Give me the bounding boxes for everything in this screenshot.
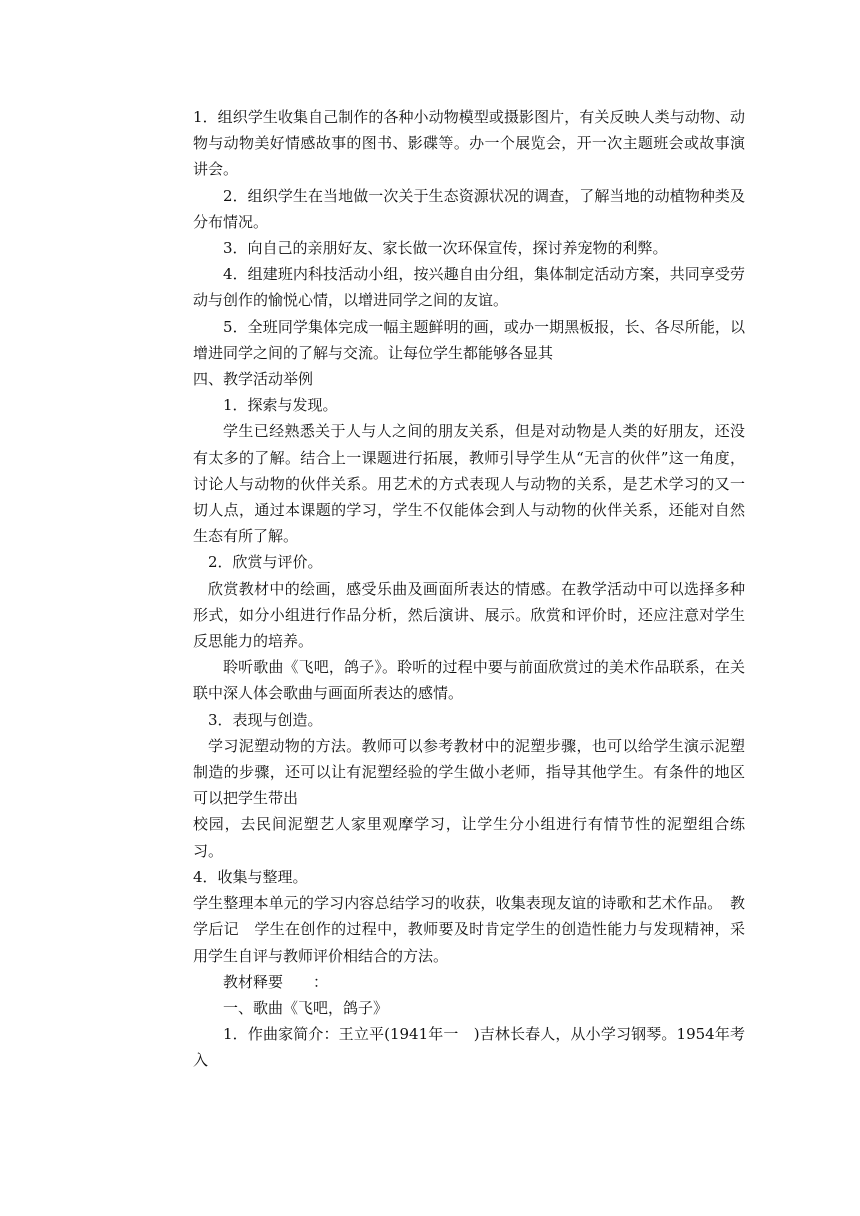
subheading: 3．表现与创造。: [208, 710, 323, 729]
subheading: 1．探索与发现。: [223, 396, 338, 415]
paragraph: 4．组建班内科技活动小组，按兴趣自由分组，集体制定活动方案，共同享受劳动与创作的愉悦心情，以增进同学之间的友谊。: [193, 265, 745, 310]
paragraph: 2．组织学生在当地做一次关于生态资源状况的调查，了解当地的动植物种类及分布情况。: [193, 186, 745, 231]
paragraph: 学习泥塑动物的方法。教师可以参考教材中的泥塑步骤，也可以给学生演示泥塑制造的步骤，还可以让有泥塑经验的学生做小老师，指导其他学生。有条件的地区可以把学生带出: [193, 736, 745, 808]
paragraph: 1．作曲家简介：王立平(1941年一 )吉林长春人，从小学习钢琴。1954年考入: [193, 1025, 745, 1070]
paragraph: 学生已经熟悉关于人与人之间的朋友关系，但是对动物是人类的好朋友，还没有太多的了解。结合上一课题进行拓展，教师引导学生从“无言的伙伴”这一角度，讨论人与动物的伙伴关系。用艺术的方式表现人与动物的关系，是艺术学习的又一切人点，通过本课题的学习，学生不仅能体会到人与动物的伙伴关系，还能对自然生态有所了解。: [193, 422, 745, 546]
section-heading: 四、教学活动举例: [193, 370, 314, 389]
paragraph: 欣赏教材中的绘画，感受乐曲及画面所表达的情感。在教学活动中可以选择多种形式，如分小组进行作品分析，然后演讲、展示。欣赏和评价时，还应注意对学生反思能力的培养。: [193, 579, 745, 651]
section-heading: 一、歌曲《飞吧，鸽子》: [223, 998, 389, 1017]
paragraph: 教材释要 ：: [223, 972, 329, 991]
paragraph: 聆听歌曲《飞吧，鸽子》。聆听的过程中要与前面欣赏过的美术作品联系，在关联中深人体会歌曲与画面所表达的感情。: [193, 658, 745, 703]
paragraph: 学生整理本单元的学习内容总结学习的收获，收集表现友谊的诗歌和艺术作品。 教学后记 学生在创作的过程中，教师要及时肯定学生的创造性能力与发现精神，采用学生自评与教师评价相结合的方法。: [193, 894, 745, 965]
paragraph: 1．组织学生收集自己制作的各种小动物模型或摄影图片，有关反映人类与动物、动物与动物美好情感故事的图书、影碟等。办一个展览会，开一次主题班会或故事演讲会。: [193, 108, 745, 179]
subheading: 4．收集与整理。: [193, 867, 308, 886]
body-text: [193, 104, 745, 1074]
paragraph: 5．全班同学集体完成一幅主题鲜明的画，或办一期黑板报，长、各尽所能，以增进同学之间的了解与交流。让每位学生都能够各显其: [193, 317, 745, 362]
subheading: 2．欣赏与评价。: [208, 553, 323, 572]
paragraph: 校园，去民间泥塑艺人家里观摩学习，让学生分小组进行有情节性的泥塑组合练习。: [193, 815, 745, 860]
paragraph: 3．向自己的亲朋好友、家长做一次环保宣传，探讨养宠物的利弊。: [223, 239, 668, 258]
